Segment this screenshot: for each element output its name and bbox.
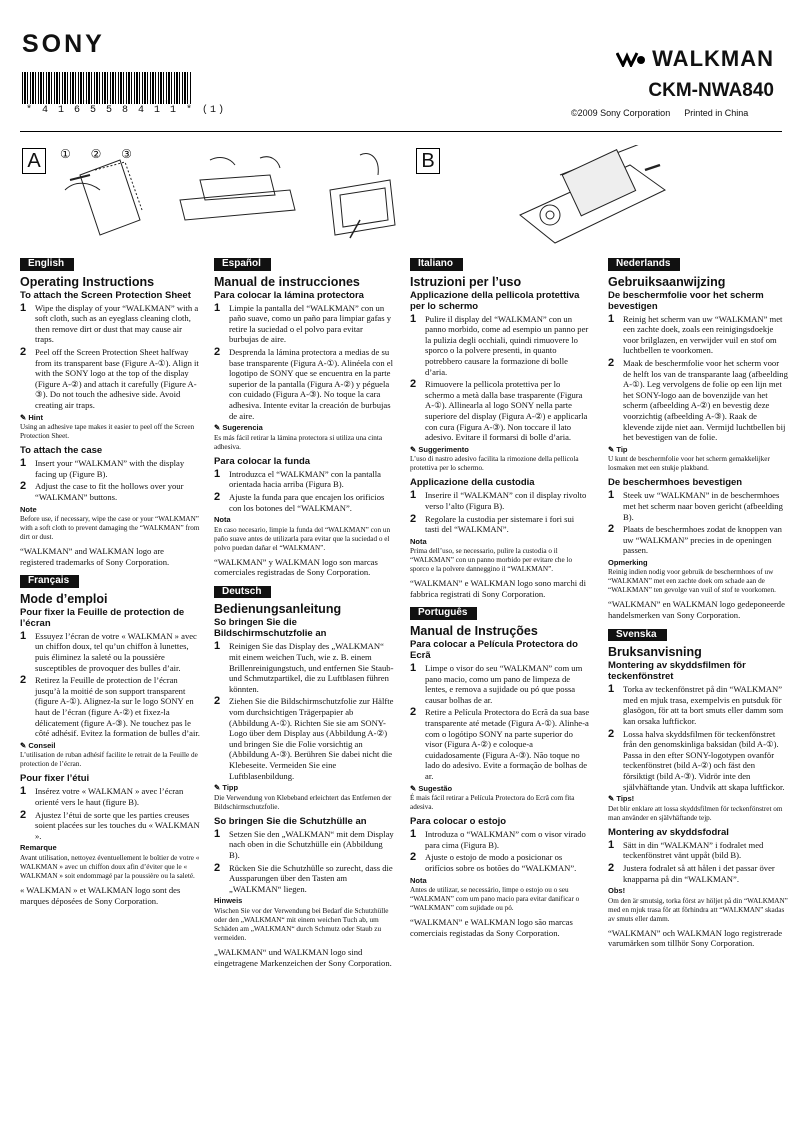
step-text: Wipe the display of your “WALKMAN” with a soft cloth, such as an eyeglass cleaning cloth, then remove dirt or dust that may cause air traps.	[35, 302, 199, 345]
lang-tag-french: Français	[20, 575, 79, 588]
step-2-nl: 2 Maak de beschermfolie voor het scherm voor de helft los van de transparante laag (afbeelding A-①). Leg vervolgens de folie op een lijn met het SONY-logo aan de bovenzijde van het scherm (afbeelding A-②) en bevestig deze voorzichtig (afbeelding A-③). Raak de klevende zijde niet aan. Vermijd luchtbellen bij het bevestigen van de folie.	[608, 356, 788, 443]
step-1-es: 1 Limpie la pantalla del “WALKMAN” con un paño suave, como un paño para limpiar gafas y retire la suciedad o el polvo para evitar burbujas de aire.	[214, 303, 394, 345]
step-2-it: 2 Rimuovere la pellicola protettiva per lo schermo a metà dalla base trasparente (Figura A-①). Allinearla al logo SONY nella parte superiore del display (Figura A-②) e applicarla con cura (Figura A-③). Non toccare il lato adesivo. Evitare il formarsi di bolle d’aria.	[410, 379, 590, 443]
lang-tag-portuguese: Português	[410, 607, 477, 620]
subtitle-screen-fr: Pour fixer la Feuille de protection de l’écran	[20, 606, 185, 629]
model-number: CKM-NWA840	[648, 80, 774, 101]
step-1-it: 1 Pulire il display del “WALKMAN” con un panno morbido, come ad esempio un panno per la pulizia degli occhiali, quindi rimuovere lo sporco o la polvere presenti, in quanto potrebbero causare la formazione di bolle d’aria.	[410, 312, 589, 377]
step-2-sv: 2 Lossa halva skyddsfilmen för teckenfönstret från den genomskinliga baksidan (bild A-①). Passa in den efter SONY-logotypen ovanför teckenfönstret (bild A-②) och fäst den försiktigt (bild A-③). Vidrör inte den självhäftande ytan. Undvik att skapa luftfickor.	[608, 729, 788, 793]
note-label-it: Nota	[410, 536, 427, 546]
note-label-fr: Remarque	[20, 843, 57, 853]
step-text: Inserire il “WALKMAN” con il display rivolto verso l’alto (Figura B).	[425, 490, 587, 511]
hint-label-nl: ✎ Tip	[608, 444, 628, 454]
subtitle-screen-de: So bringen Sie die Bildschirmschutzfolie an	[214, 617, 327, 640]
trademark-it: “WALKMAN” e WALKMAN logo sono marchi di fabbrica registrati di Sony Corporation.	[410, 578, 586, 599]
step-text: Ziehen Sie die Bildschirmschutzfolie zur Hälfte vom durchsichtigen Trägerpapier ab (Abbildung A-①). Richten Sie sie am SONY-Logo über dem Display aus (Abbildung A-②) und bringen Sie die Folie vorsichtig an (Abbildung A-③). Berühren Sie dabei nicht die Klebeseite. Vermeiden Sie eine Luftblasenbildung.	[229, 696, 394, 781]
subtitle-case-de: So bringen Sie die Schutzhülle an	[214, 815, 367, 827]
step-2-case-fr: 2 Ajustez l’étui de sorte que les parties creuses soient placées sur les touches du « WALKMAN ».	[20, 808, 200, 841]
subtitle-case-pt: Para colocar o estojo	[410, 816, 507, 828]
lang-tag-dutch: Nederlands	[608, 258, 680, 271]
note-es: En caso necesario, limpie la funda del “WALKMAN” con un paño suave antes de utilizarla para evitar que la suciedad o el polvo puedan dañar el “WALKMAN”.	[214, 525, 391, 552]
step-1-fr: 1 Essuyez l’écran de votre « WALKMAN » avec un chiffon doux, tel qu’un chiffon à lunettes, puis éliminez la saleté ou la poussière susceptibles de provoquer des bulles d’air.	[20, 631, 200, 673]
subtitle-screen-nl: De beschermfolie voor het scherm bevestigen	[608, 289, 764, 312]
step-2-de: 2 Ziehen Sie die Bildschirmschutzfolie zur Hälfte vom durchsichtigen Trägerpapier ab (Abbildung A-①). Richten Sie sie am SONY-Logo über dem Display aus (Abbildung A-②) und bringen Sie die Folie vorsichtig an (Abbildung A-③). Berühren Sie dabei nicht die Klebeseite. Vermeiden Sie eine Luftblasenbildung.	[214, 695, 394, 781]
trademark-es: “WALKMAN” y WALKMAN logo son marcas comerciales registradas de Sony Corporation.	[214, 556, 378, 578]
step-1-nl: 1 Reinig het scherm van uw “WALKMAN” met een zachte doek, zoals een reinigingsdoekje voor brilglazen, en verwijder vuil en stof om luchtbellen te voorkomen.	[608, 314, 788, 356]
step-text: Insérez votre « WALKMAN » avec l’écran orienté vers le haut (figure B).	[35, 786, 184, 807]
title-portuguese: Manual de Instruções	[410, 624, 538, 639]
step-text: Essuyez l’écran de votre « WALKMAN » avec un chiffon doux, tel qu’un chiffon à lunettes, puis éliminez la saleté ou la poussière susceptibles de provoquer des bulles d’air.	[35, 630, 197, 673]
step-1-de: 1 Reinigen Sie das Display des „WALKMAN“ mit einem weichen Tuch, wie z. B. einem Brillenreinigungstuch, und entfernen Sie Staub- und Schmutzpartikel, die zu Luftblasen führen könnten.	[214, 640, 394, 694]
hint-pt: É mais fácil retirar a Película Protectora do Ecrã com fita adesiva.	[410, 794, 575, 812]
step-1-case-nl: 1 Steek uw “WALKMAN” in de beschermhoes met het scherm naar boven gericht (afbeelding B).	[608, 490, 788, 522]
hint-sv: Det blir enklare att lossa skyddsfilmen för teckenfönstret om man använder en självhäftande tejp.	[608, 804, 783, 822]
subtitle-screen-it: Applicazione della pellicola protettiva per lo schermo	[410, 289, 580, 312]
lang-tag-german: Deutsch	[214, 586, 271, 599]
step-1-case-de: 1 Setzen Sie den „WALKMAN“ mit dem Display nach oben in die Schutzhülle ein (Abbildung B).	[214, 827, 394, 860]
step-text: Pulire il display del “WALKMAN” con un panno morbido, come ad esempio un panno per la pulizia degli occhiali, quindi rimuovere lo sporco o la polvere presenti, in quanto potrebbero causare la formazione di bolle d’aria.	[425, 313, 589, 377]
figure-b-illustration	[500, 145, 680, 245]
step-text: Peel off the Screen Protection Sheet halfway from its transparent base (Figure A-①). Align it with the SONY logo at the top of the display (Figure A-②) and attach it carefully (Figure A-③). Do not touch the adhesive side. Avoid creating air traps.	[35, 346, 199, 410]
step-text: Introduza o “WALKMAN” com o visor virado para cima (Figura B).	[425, 829, 586, 850]
title-dutch: Gebruiksaanwijzing	[608, 274, 726, 289]
trademark-nl: “WALKMAN” en WALKMAN logo gedeponeerde handelsmerken van Sony Corporation.	[608, 599, 785, 621]
walkman-w-icon	[616, 51, 646, 67]
step-text: Retirez la Feuille de protection de l’écran jusqu’à la moitié de son support transparent (figure A-①). Alignez-la sur le logo SONY en haut de l’écran (figure A-②) et fixez-la délicatement (figure A-③). Ne touchez pas le côté adhésif. Evitez la formation de bulles d’air.	[35, 675, 200, 739]
hint-es: Es más fácil retirar la lámina protectora si utiliza una cinta adhesiva.	[214, 433, 383, 451]
note-fr: Avant utilisation, nettoyez éventuellement le boîtier de votre « WALKMAN » avec un chiffon doux afin d’éviter que le « WALKMAN » soit endommagé par la poussière ou la saleté.	[20, 853, 200, 880]
step-1-case-fr: 1 Insérez votre « WALKMAN » avec l’écran orienté vers le haut (figure B).	[20, 786, 200, 807]
subtitle-case-es: Para colocar la funda	[214, 455, 311, 467]
note-it: Prima dell’uso, se necessario, pulire la custodia o il “WALKMAN” con un panno morbido per evitare che lo sporco e la polvere danneggino il “WALKMAN”.	[410, 547, 573, 574]
figure-b-label: B	[416, 148, 440, 174]
barcode-number: * 4 1 6 5 5 8 4 1 1 * (1)	[26, 105, 227, 116]
step-1-sv: 1 Torka av teckenfönstret på din “WALKMAN” med en mjuk trasa, exempelvis en putsduk för glasögon, för att ta bort smuts eller damm som kan orsaka luftfickor.	[608, 684, 788, 726]
step-text: Desprenda la lámina protectora a medias de su base transparente (Figura A-①). Alinéela con el logotipo de SONY que se encuentra en la parte superior de la pantalla (Figura A-②) y péguela con cuidado (Figura A-③). No toque la cara adhesiva. Intente evitar la creación de burbujas de aire.	[229, 346, 394, 421]
step-2-en: 2 Peel off the Screen Protection Sheet halfway from its transparent base (Figure A-①). Align it with the SONY logo at the top of the display (Figure A-②) and attach it carefully (Figure A-③). Do not touch the adhesive side. Avoid creating air traps.	[20, 345, 199, 410]
title-german: Bedienungsanleitung	[214, 602, 342, 617]
hint-label-it: ✎ Suggerimento	[410, 444, 469, 454]
sony-logo: SONY	[22, 30, 105, 58]
hint-label-es: ✎ Sugerencia	[214, 423, 263, 433]
figure-a-steps: ① ② ③	[60, 147, 140, 161]
step-text: Reinig het scherm van uw “WALKMAN” met een zachte doek, zoals een reinigingsdoekje voor brilglazen, en verwijder vuil en stof om luchtbellen te voorkomen.	[623, 313, 783, 356]
step-text: Limpe o visor do seu “WALKMAN” com um pano macio, como um pano de limpeza de lentes, e remova a sujidade ou pó que possa causar bolhas de ar.	[425, 663, 583, 705]
note-label-nl: Opmerking	[608, 557, 648, 567]
figure-a-illustration	[60, 150, 400, 242]
step-text: Setzen Sie den „WALKMAN“ mit dem Display nach oben in die Schutzhülle ein (Abbildung B).	[229, 828, 394, 860]
step-2-case-sv: 2 Justera fodralet så att hålen i det passar över knapparna på din “WALKMAN”.	[608, 863, 788, 884]
note-label-pt: Nota	[410, 875, 427, 885]
step-text: Insert your “WALKMAN” with the display facing up (Figure B).	[35, 458, 185, 479]
header-rule	[20, 131, 782, 132]
column-1	[20, 258, 200, 914]
step-2-case-nl: 2 Plaats de beschermhoes zodat de knoppen van uw “WALKMAN” precies in de openingen passen.	[608, 524, 788, 556]
step-1-en: 1 Wipe the display of your “WALKMAN” with a soft cloth, such as an eyeglass cleaning cloth, then remove dirt or dust that may cause air traps.	[20, 301, 199, 345]
note-label-sv: Obs!	[608, 886, 626, 896]
step-1-case-it: 1 Inserire il “WALKMAN” con il display rivolto verso l’alto (Figura B).	[410, 490, 590, 511]
step-2-pt: 2 Retire a Película Protectora do Ecrã da sua base transparente até metade (Figura A-①). Alinhe-a com o logótipo SONY na parte superior do visor (Figura A-②) e coloque-a cuidadosamente (Figura A-③). Não toque no lado do adesivo. Evite a formação de bolhas de ar.	[410, 706, 590, 781]
step-text: Sätt in din “WALKMAN” i fodralet med teckenfönstret vänt uppåt (bild B).	[623, 839, 764, 861]
step-text: Maak de beschermfolie voor het scherm voor de helft los van de transparante laag (afbeelding A-①). Leg vervolgens de folie op een lijn met het SONY-logo aan de bovenzijde van het scherm (afbeelding A-②) en bevestig deze voorzichtig (afbeelding A-③). Raak de klevende zijde niet aan. Vermijd luchtbellen bij het bevestigen van de folie.	[623, 357, 788, 443]
hint-fr: L’utilisation de ruban adhésif facilite le retrait de la Feuille de protection de l’écran.	[20, 751, 198, 769]
trademark-pt: “WALKMAN” e WALKMAN logo são marcas comerciais registadas da Sony Corporation.	[410, 917, 573, 938]
lang-tag-swedish: Svenska	[608, 629, 667, 642]
step-text: Ajuste o estojo de modo a posicionar os orifícios sobre os botões do “WALKMAN”.	[425, 852, 577, 873]
step-text: Reinigen Sie das Display des „WALKMAN“ mit einem weichen Tuch, wie z. B. einem Brillenreinigungstuch, und entfernen Sie Staub- und Schmutzpartikel, die zu Luftblasen führen könnten.	[229, 641, 394, 694]
lang-tag-italian: Italiano	[410, 258, 463, 271]
hint-en: Using an adhesive tape makes it easier to peel off the Screen Protection Sheet.	[20, 423, 195, 441]
copyright: ©2009 Sony Corporation	[571, 108, 671, 118]
figure-a-label: A	[22, 148, 46, 174]
step-text: Introduzca el “WALKMAN” con la pantalla orientada hacia arriba (Figura B).	[229, 468, 381, 490]
subtitle-screen-es: Para colocar la lámina protectora	[214, 289, 364, 301]
note-nl: Reinig indien nodig voor gebruik de beschermhoes of uw “WALKMAN” met een zachte doek om schade aan de “WALKMAN” ten gevolge van vuil of stof te voorkomen.	[608, 568, 776, 595]
step-text: Ajuste la funda para que encajen los orificios con los botones del “WALKMAN”.	[229, 491, 385, 513]
title-swedish: Bruksanvisning	[608, 645, 702, 660]
hint-label-pt: ✎ Sugestão	[410, 783, 453, 793]
subtitle-case-sv: Montering av skyddsfodral	[608, 826, 729, 838]
lang-tag-english: English	[20, 258, 74, 271]
title-italian: Istruzioni per l’uso	[410, 274, 522, 289]
step-text: Rimuovere la pellicola protettiva per lo schermo a metà dalla base trasparente (Figura A-①). Allinearla al logo SONY nella parte superiore del display (Figura A-②) e applicarla con cura (Figura A-③). Non toccare il lato adesivo. Evitare il formarsi di bolle d’aria.	[425, 379, 588, 443]
note-sv: Om den är smutsig, torka först av höljet på din “WALKMAN” med en mjuk trasa för att förhindra att “WALKMAN” skadas av smuts eller damm.	[608, 896, 788, 923]
subtitle-screen-sv: Montering av skyddsfilmen för teckenfönstret	[608, 660, 746, 683]
step-1-case-es: 1 Introduzca el “WALKMAN” con la pantalla orientada hacia arriba (Figura B).	[214, 469, 394, 490]
step-1-pt: 1 Limpe o visor do seu “WALKMAN” com um pano macio, como um pano de limpeza de lentes, e remova a sujidade ou pó que possa causar bolhas de ar.	[410, 663, 590, 705]
step-text: Limpie la pantalla del “WALKMAN” con un paño suave, como un paño para limpiar gafas y retire la suciedad o el polvo para evitar burbujas de aire.	[229, 302, 392, 345]
step-text: Regolare la custodia per sistemare i fori sui tasti del “WALKMAN”.	[425, 513, 575, 535]
subtitle-case-fr: Pour fixer l’étui	[20, 773, 90, 785]
step-2-fr: 2 Retirez la Feuille de protection de l’écran jusqu’à la moitié de son support transparent (figure A-①). Alignez-la sur le logo SONY en haut de l’écran (figure A-②) et fixez-la délicatement (figure A-③). Ne touchez pas le côté adhésif. Evitez la formation de bulles d’air.	[20, 674, 200, 739]
walkman-wordmark: WALKMAN	[652, 46, 774, 71]
note-label-de: Hinweis	[214, 896, 243, 906]
step-2-case-it: 2 Regolare la custodia per sistemare i fori sui tasti del “WALKMAN”.	[410, 514, 590, 535]
step-1-case-sv: 1 Sätt in din “WALKMAN” i fodralet med teckenfönstret vänt uppåt (bild B).	[608, 840, 788, 861]
trademark-fr: « WALKMAN » et WALKMAN logo sont des marques déposées de Sony Corporation.	[20, 884, 181, 906]
step-text: Justera fodralet så att hålen i det passar över knapparna på din “WALKMAN”.	[623, 862, 775, 884]
step-text: Rücken Sie die Schutzhülle so zurecht, dass die Aussparungen über den Tasten am „WALKMAN“ liegen.	[229, 862, 393, 894]
step-text: Plaats de beschermhoes zodat de knoppen van uw “WALKMAN” precies in de openingen passen.	[623, 524, 782, 556]
column-2	[214, 258, 394, 976]
hint-label-fr: ✎ Conseil	[20, 740, 56, 750]
hint-label-sv: ✎ Tips!	[608, 794, 635, 804]
hint-label-de: ✎ Tipp	[214, 783, 239, 793]
column-3	[410, 258, 590, 946]
step-1-case-pt: 1 Introduza o “WALKMAN” com o visor virado para cima (Figura B).	[410, 829, 590, 850]
step-2-case-pt: 2 Ajuste o estojo de modo a posicionar os orifícios sobre os botões do “WALKMAN”.	[410, 852, 590, 873]
subtitle-screen-en: To attach the Screen Protection Sheet	[20, 289, 191, 301]
hint-label-en: ✎ Hint	[20, 412, 43, 422]
note-label-es: Nota	[214, 515, 231, 525]
note-de: Wischen Sie vor der Verwendung bei Bedarf die Schutzhülle oder den „WALKMAN“ mit einem weichen Tuch ab, um Schäden am „WALKMAN“ durch Schmutz oder Staub zu vermeiden.	[214, 906, 389, 942]
trademark-en: “WALKMAN” and WALKMAN logo are registered trademarks of Sony Corporation.	[20, 546, 170, 567]
walkman-logo	[616, 46, 774, 72]
note-label-en: Note	[20, 504, 37, 514]
step-text: Retire a Película Protectora do Ecrã da sua base transparente até metade (Figura A-①). Alinhe-a com o logótipo SONY na parte superior do visor (Figura A-②) e coloque-a cuidadosamente (Figura A-③). Não toque no lado do adesivo. Evite a formação de bolhas de ar.	[425, 707, 590, 781]
hint-nl: U kunt de beschermfolie voor het scherm gemakkelijker losmaken met een stukje plakband.	[608, 455, 770, 473]
step-2-case-en: 2 Adjust the case to fit the hollows over your “WALKMAN” buttons.	[20, 481, 200, 502]
title-spanish: Manual de instrucciones	[214, 274, 360, 289]
trademark-de: „WALKMAN“ und WALKMAN logo sind eingetragene Markenzeichen der Sony Corporation.	[214, 946, 392, 968]
title-english: Operating Instructions	[20, 274, 155, 289]
step-2-case-de: 2 Rücken Sie die Schutzhülle so zurecht, dass die Aussparungen über den Tasten am „WALKMAN“ liegen.	[214, 861, 393, 894]
step-1-case-en: 1 Insert your “WALKMAN” with the display facing up (Figure B).	[20, 458, 200, 479]
subtitle-case-en: To attach the case	[20, 445, 103, 457]
step-text: Adjust the case to fit the hollows over your “WALKMAN” buttons.	[35, 481, 184, 502]
printed-in: Printed in China	[684, 108, 749, 118]
step-2-es: 2 Desprenda la lámina protectora a medias de su base transparente (Figura A-①). Alinéela con el logotipo de SONY que se encuentra en la parte superior de la pantalla (Figura A-②) y péguela con cuidado (Figura A-③). No toque la cara adhesiva. Intente evitar la creación de burbujas de aire.	[214, 345, 394, 421]
step-text: Lossa halva skyddsfilmen för teckenfönstret från den genomskinliga baksidan (bild A-①). Passa in den efter SONY-logotypen ovanför teckenfönstret (bild A-②) och fäst den försiktigt (bild A-③). Vidrör inte den självhäftande ytan. Undvik att skapa luftfickor.	[623, 728, 785, 792]
subtitle-screen-pt: Para colocar a Película Protectora do Ecrã	[410, 639, 578, 662]
subtitle-case-it: Applicazione della custodia	[410, 477, 535, 489]
step-2-case-es: 2 Ajuste la funda para que encajen los orificios con los botones del “WALKMAN”.	[214, 492, 394, 513]
subtitle-case-nl: De beschermhoes bevestigen	[608, 477, 743, 489]
lang-tag-spanish: Español	[214, 258, 271, 271]
note-pt: Antes de utilizar, se necessário, limpe o estojo ou o seu “WALKMAN” com um pano macio para evitar danificar o “WALKMAN” com sujidade ou pó.	[410, 886, 580, 913]
column-4	[608, 258, 788, 957]
copyright-line	[571, 108, 781, 118]
barcode	[22, 72, 192, 104]
step-text: Torka av teckenfönstret på din “WALKMAN” med en mjuk trasa, exempelvis en putsduk för glasögon, för att ta bort smuts eller damm som kan orsaka luftfickor.	[623, 684, 784, 727]
note-en: Before use, if necessary, wipe the case or your “WALKMAN” with a soft cloth to prevent damaging the “WALKMAN” from dirt or dust.	[20, 515, 200, 542]
hint-de: Die Verwendung von Klebeband erleichtert das Entfernen der Bildschirmschutzfolie.	[214, 793, 392, 811]
hint-it: L’uso di nastro adesivo facilita la rimozione della pellicola protettiva per lo schermo.	[410, 455, 579, 473]
trademark-sv: “WALKMAN” och WALKMAN logo registrerade varumärken som tillhör Sony Corporation.	[608, 927, 783, 949]
step-text: Ajustez l’étui de sorte que les parties creuses soient placées sur les touches du « WALKMAN ».	[35, 809, 200, 841]
step-text: Steek uw “WALKMAN” in de beschermhoes met het scherm naar boven gericht (afbeelding B).	[623, 490, 783, 522]
title-french: Mode d’emploi	[20, 591, 108, 606]
